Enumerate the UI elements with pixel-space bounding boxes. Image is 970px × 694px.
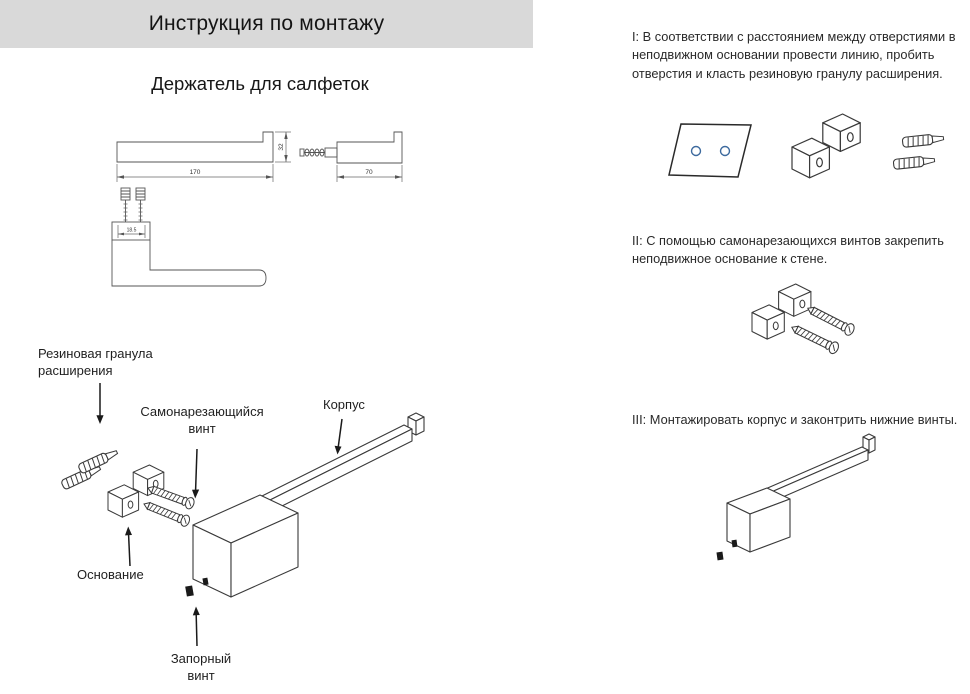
step-2-text: II: С помощью самонарезающихся винтов закрепить неподвижное основание к стене. bbox=[632, 232, 944, 267]
locking-screw-illustration bbox=[716, 552, 723, 561]
locking-screw-illustration bbox=[732, 540, 738, 548]
self-tapping-screw-illustration bbox=[805, 303, 856, 337]
screw-pointer-arrow bbox=[192, 449, 199, 499]
product-subtitle: Держатель для салфеток bbox=[151, 73, 369, 95]
title-banner bbox=[0, 0, 533, 48]
label-body: Корпус bbox=[323, 397, 365, 412]
base-pointer-arrow bbox=[125, 527, 132, 567]
locking-screw-illustration bbox=[185, 585, 194, 596]
step-1-illustration bbox=[650, 100, 950, 200]
mounting-screw-drawing bbox=[136, 188, 145, 222]
technical-drawing bbox=[60, 108, 432, 300]
wall-plate-illustration bbox=[669, 124, 751, 177]
step-2-illustration bbox=[730, 272, 920, 390]
assembled-body-illustration bbox=[727, 434, 875, 552]
step-3-text: III: Монтажировать корпус и законтрить нижние винты. bbox=[632, 411, 958, 427]
dim-hole-spacing-label: 18.5 bbox=[126, 227, 137, 234]
plug-pointer-arrow bbox=[96, 383, 103, 424]
base-block-illustration bbox=[792, 114, 860, 178]
label-locking-screw: Запорный винт bbox=[170, 651, 232, 683]
dim-height-label: 32 bbox=[278, 143, 285, 151]
label-self-tapping-screw: Самонарезающийся винт bbox=[140, 404, 264, 436]
label-base: Основание bbox=[77, 567, 144, 582]
page-title: Инструкция по монтажу bbox=[148, 12, 385, 35]
side-view bbox=[300, 132, 402, 182]
dim-length-label: 170 bbox=[189, 169, 201, 176]
step-1-text: I: В соответствии с расстоянием между отверстиями в неподвижном основании провести линию, пробить отверстия и класть резиновую гранулу расширения. bbox=[632, 28, 956, 81]
step-3-illustration bbox=[690, 425, 950, 580]
expansion-plug-illustration bbox=[893, 155, 935, 169]
dim-depth-label: 70 bbox=[365, 169, 373, 176]
expansion-plug-illustration bbox=[902, 133, 944, 147]
self-tapping-screw-illustration bbox=[789, 322, 840, 355]
mounting-screw-drawing bbox=[121, 188, 130, 222]
body-illustration bbox=[193, 413, 424, 597]
label-expansion-plug: Резиновая гранула расширения bbox=[38, 346, 153, 378]
top-view bbox=[112, 188, 266, 286]
locking-screw-pointer-arrow bbox=[193, 607, 200, 647]
body-pointer-arrow bbox=[335, 419, 342, 455]
front-view bbox=[117, 132, 291, 182]
